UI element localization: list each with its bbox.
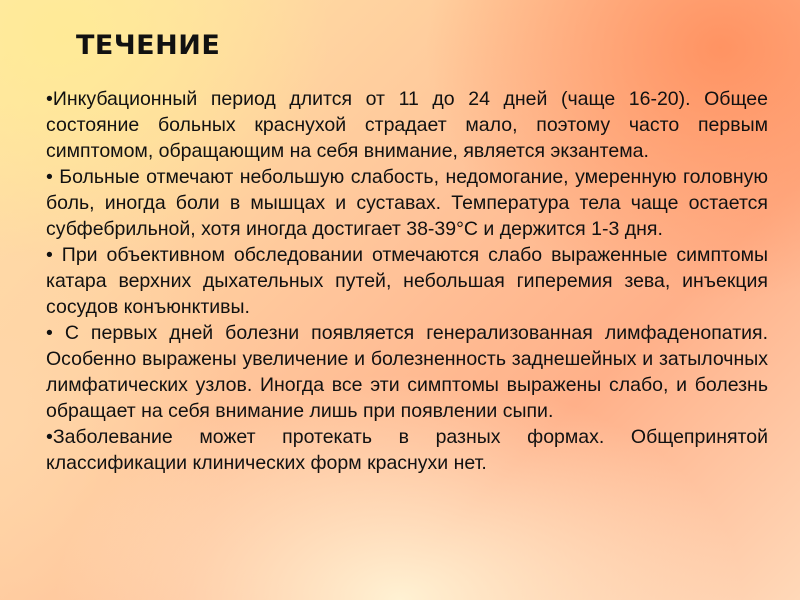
paragraph-symptoms: • Больные отмечают небольшую слабость, недомогание, умеренную головную боль, иногда боли в мышцах и суставах. Температура тела чаще остается субфебрильной, хотя иногда достигает 38-39°С и держится 1-3 дня. [46,166,768,240]
paragraph-forms: •Заболевание может протекать в разных формах. Общепринятой классификации клинических форм краснухи нет. [46,426,768,474]
slide-title: ТЕЧЕНИЕ [76,30,221,61]
paragraph-examination: • При объективном обследовании отмечаются слабо выраженные симптомы катара верхних дыхательных путей, небольшая гиперемия зева, инъекция сосудов конъюнктивы. [46,244,768,318]
paragraph-incubation: •Инкубационный период длится от 11 до 24 дней (чаще 16-20). Общее состояние больных краснухой страдает мало, поэтому часто первым симптомом, обращающим на себя внимание, является экзантема. [46,88,768,162]
paragraph-lymphadenopathy: • С первых дней болезни появляется генерализованная лимфаденопатия. Особенно выражены увеличение и болезненность заднешейных и затылочных лимфатических узлов. Иногда все эти симптомы выражены слабо, и болезнь обращает на себя внимание лишь при появлении сыпи. [46,322,768,422]
slide-body [46,86,768,476]
